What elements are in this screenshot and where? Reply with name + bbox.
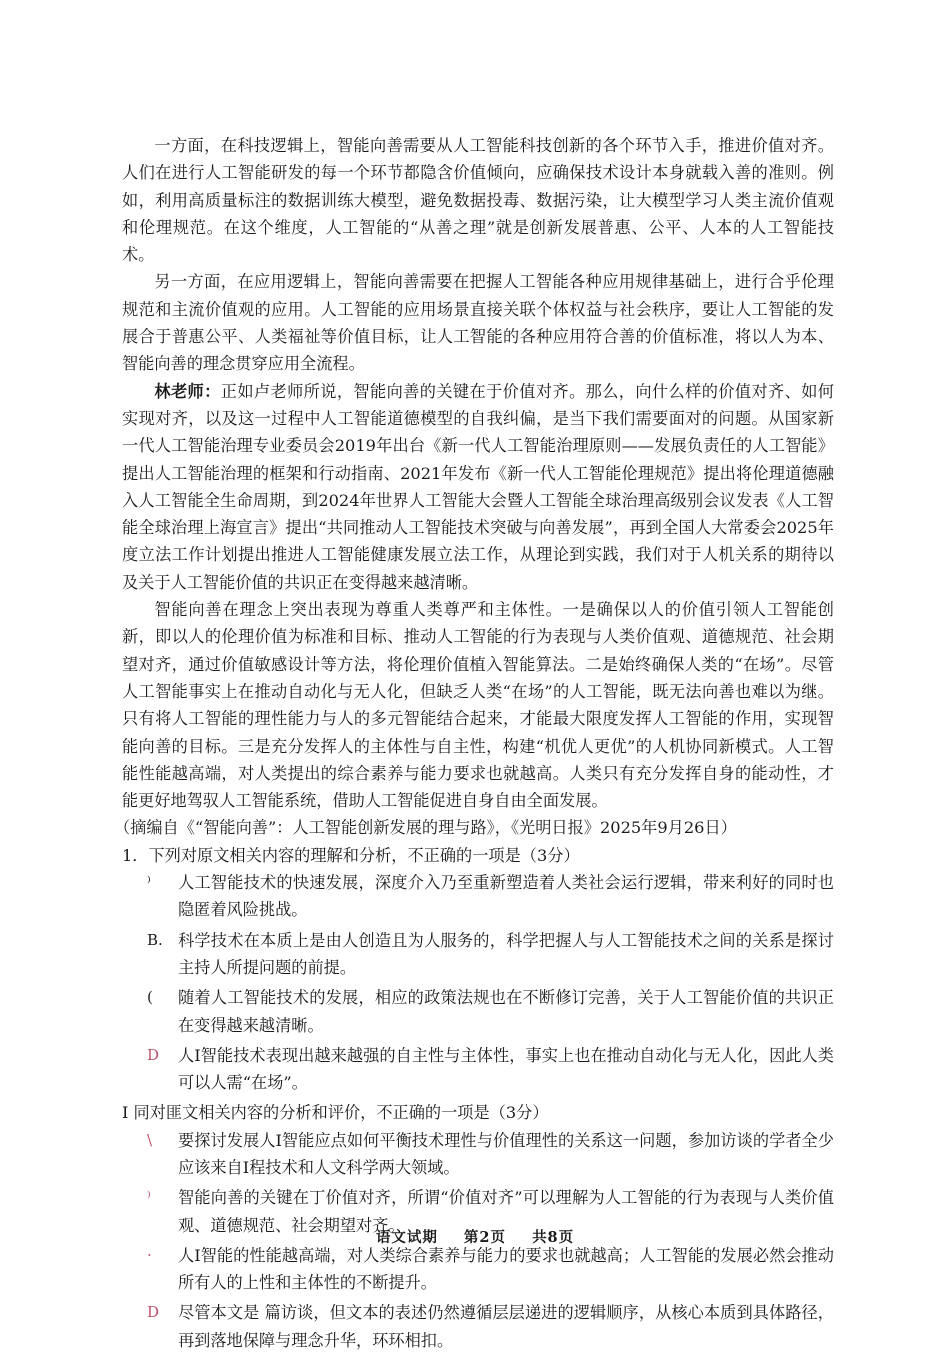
option-letter: ( xyxy=(147,988,153,1007)
q1-option-a xyxy=(122,869,834,924)
question-1 xyxy=(122,842,834,1097)
q1-option-d xyxy=(122,1042,834,1097)
page-footer xyxy=(0,1226,950,1247)
option-text: 科学技术在本质上是由人创造且为人服务的，科学把握人与人工智能技术之间的关系是探讨主持人所提问题的前提。 xyxy=(178,930,834,977)
option-letter: · xyxy=(147,1245,152,1264)
footer-total-pages: 共8页 xyxy=(532,1229,575,1246)
option-text: 智能向善的关键在丁价值对齐，所谓“价值对齐”可以理解为人工智能的行为表现与人类价值观、道德规范、社会期望对齐。 xyxy=(178,1188,834,1235)
paragraph-4: 智能向善在理念上突出表现为尊重人类尊严和主体性。一是确保以人的价值引领人工智能创新，即以人的伦理价值为标准和目标、推动人工智能的行为表现与人类价值观、道德规范、社会期望对齐，通过价值敏感设计等方法，将伦理价值植入智能算法。二是始终确保人类的“在场”。尽管人工智能事实上在推动自动化与无人化，但缺乏人类“在场”的人工智能，既无法向善也难以为继。只有将人工智能的理性能力与人的多元智能结合起来，才能最大限度发挥人工智能的作用，实现智能向善的目标。三是充分发挥人的主体性与自主性，构建“机优人更优”的人机协同新模式。人工智能性能越高端，对人类提出的综合素养与能力要求也就越高。人类只有充分发挥自身的能动性，才能更好地驾驭人工智能系统，借助人工智能促进自身自由全面发展。 xyxy=(122,600,834,811)
speaker-label: 林老师： xyxy=(154,381,221,401)
option-letter: ⁾ xyxy=(147,873,151,892)
option-text: 随着人工智能技术的发展，相应的政策法规也在不断修订完善，关于人工智能价值的共识正在变得越来越清晰。 xyxy=(178,988,834,1035)
q2-option-a xyxy=(122,1127,834,1182)
reading-passage xyxy=(114,132,834,1357)
q2-option-d xyxy=(122,1299,834,1354)
option-letter: D xyxy=(147,1303,160,1322)
option-text: 尽管本文是 篇访谈，但文本的表述仍然遵循层层递进的逻辑顺序，从核心本质到具体路径，再到落地保障与理念升华，环环相扣。 xyxy=(178,1303,834,1350)
option-text: 人Ⅰ智能技术表现出越来越强的自主性与主体性，事实上也在推动自动化与无人化，因此人类可以人需“在场”。 xyxy=(178,1045,834,1093)
q1-option-c xyxy=(122,984,834,1039)
option-letter: ⁾ xyxy=(147,1188,151,1207)
q1-option-b xyxy=(122,927,834,982)
paragraph-1: 一方面，在科技逻辑上，智能向善需要从人工智能科技创新的各个环节入手，推进价值对齐。人们在进行人工智能研发的每一个环节都隐含价值倾向，应确保技术设计本身就载入善的准则。例如，利用高质量标注的数据训练大模型，避免数据投毒、数据污染，让大模型学习人类主流价值观和伦理规范。在这个维度，人工智能的“从善之理”就是创新发展普惠、公平、人本的人工智能技术。 xyxy=(122,136,834,265)
paragraph-2: 另一方面，在应用逻辑上，智能向善需要在把握人工智能各种应用规律基础上，进行合乎伦理规范和主流价值观的应用。人工智能的应用场景直接关联个体权益与社会秩序，要让人工智能的发展合于普惠公平、人类福祉等价值目标，让人工智能的各种应用符合善的价值标准，将以人为本、智能向善的理念贯穿应用全流程。 xyxy=(122,272,834,374)
option-text: 要探讨发展人Ⅰ智能应点如何平衡技术理性与价值理性的关系这一问题，参加访谈的学者全少应该来自Ⅰ程技术和人文科学两大领域。 xyxy=(178,1130,834,1177)
paragraph-3-text: 正如卢老师所说，智能向善的关键在于价值对齐。那么，向什么样的价值对齐、如何实现对齐，以及这一过程中人工智能道德模型的自我纠偏，是当下我们需要面对的问题。从国家新一代人工智能治理专业委员会2019年出台《新一代人工智能治理原则——发展负责任的人工智能》提出人工智能治理的框架和行动指南、2021年发布《新一代人工智能伦理规范》提出将伦理道德融入人工智能全生命周期，到2024年世界人工智能大会暨人工智能全球治理高级别会议发表《人工智能全球治理上海宣言》提出“共同推动人工智能技术突破与向善发展”，再到全国人大常委会2025年度立法工作计划提出推进人工智能健康发展立法工作，从理论到实践，我们对于人机关系的期待以及关于人工智能价值的共识正在变得越来越清晰。 xyxy=(122,381,834,592)
footer-subject: 语文试期 xyxy=(375,1229,438,1246)
footer-page-number: 第2页 xyxy=(463,1229,506,1246)
question-1-stem: 1．下列对原文相关内容的理解和分析，不正确的一项是（3分） xyxy=(122,845,580,865)
option-letter: \ xyxy=(147,1130,153,1149)
option-text: 人工智能技术的快速发展，深度介入乃至重新塑造着人类社会运行逻辑，带来利好的同时也隐匿着风险挑战。 xyxy=(178,873,834,920)
option-letter: B. xyxy=(147,930,163,949)
q2-option-c xyxy=(122,1242,834,1297)
question-2-stem: Ⅰ 同对匪文相关内容的分析和评价，不正确的一项是（3分） xyxy=(122,1103,549,1123)
option-letter: D xyxy=(147,1045,160,1064)
paragraph-3 xyxy=(122,378,834,596)
source-citation: （摘编自《“智能向善”：人工智能创新发展的理与路》，《光明日报》2025年9月26日） xyxy=(114,818,737,838)
option-text: 人Ⅰ智能的性能越高端，对人类综合素养与能力的要求也就越高；人工智能的发展必然会推动所有人的上性和主体性的不断提升。 xyxy=(178,1245,834,1293)
